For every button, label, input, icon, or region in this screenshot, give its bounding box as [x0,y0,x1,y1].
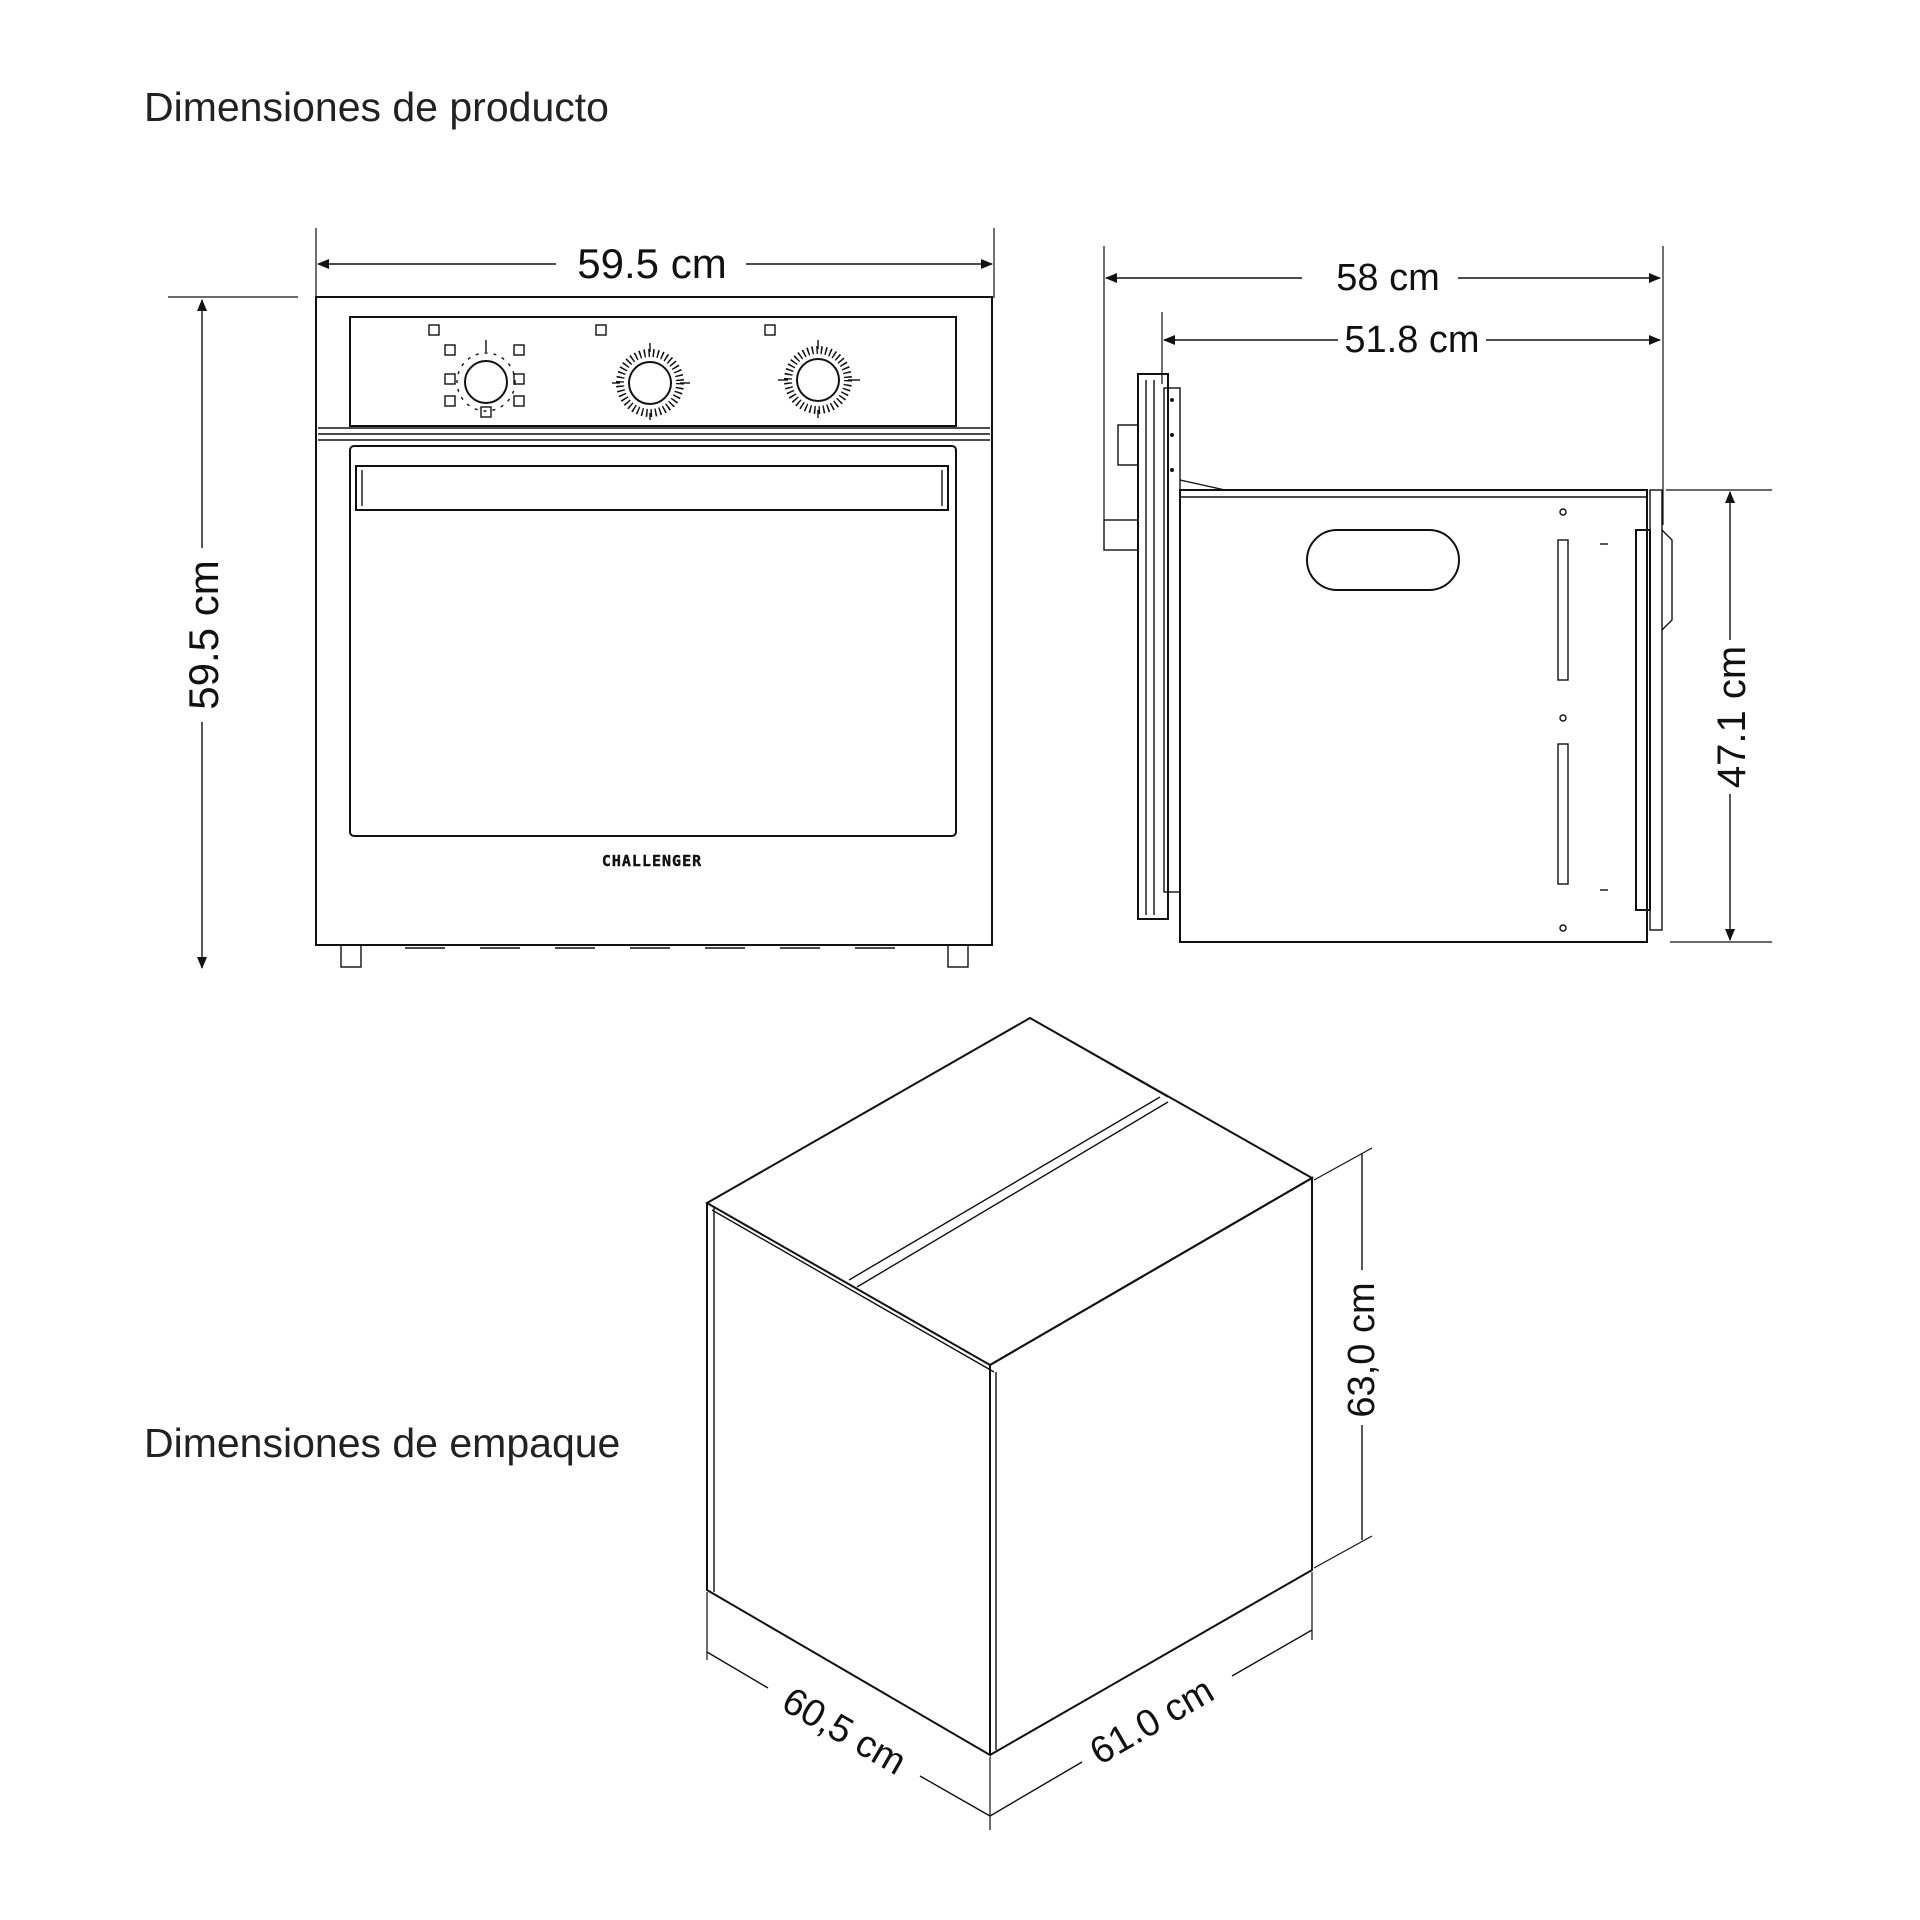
door-handle [356,466,948,510]
package-depth-dimension [707,1592,990,1830]
timer-knob [612,343,690,420]
temperature-knob [778,340,860,418]
side-vent [1307,530,1459,590]
oven-base [341,945,968,967]
body-height-label: 47.1 cm [1710,645,1754,789]
body-depth-dimension [1164,319,1660,361]
front-width-label: 59.5 cm [577,240,727,287]
overall-depth-label: 58 cm [1336,257,1440,299]
brand-logo: CHALLENGER [601,852,703,870]
oven-front-view [168,228,994,968]
front-height-dimension [180,300,227,968]
package-width-label: 61.0 cm [1082,1669,1222,1774]
function-knob [445,340,524,417]
package-height-dimension [1314,1148,1383,1568]
box-left-face [707,1203,990,1755]
package-depth-label: 60,5 cm [774,1679,914,1784]
box-right-face [990,1178,1312,1755]
package-dimensions-heading: Dimensiones de empaque [144,1420,621,1466]
oven-side-view [1104,246,1772,942]
oven-window [350,446,956,836]
overall-depth-dimension [1106,257,1660,299]
box-top-face [707,1018,1312,1365]
package-height-label: 63,0 cm [1341,1282,1383,1418]
front-panel-profile [1104,374,1225,919]
body-depth-label: 51.8 cm [1344,319,1480,361]
package-box [707,1018,1383,1830]
body-height-dimension [1710,492,1754,940]
product-dimensions-heading: Dimensiones de producto [144,84,609,130]
front-width-dimension [318,240,992,287]
oven-body-profile [1180,490,1672,942]
control-panel [318,317,990,440]
package-width-dimension [990,1572,1312,1816]
front-height-label: 59.5 cm [180,560,227,710]
